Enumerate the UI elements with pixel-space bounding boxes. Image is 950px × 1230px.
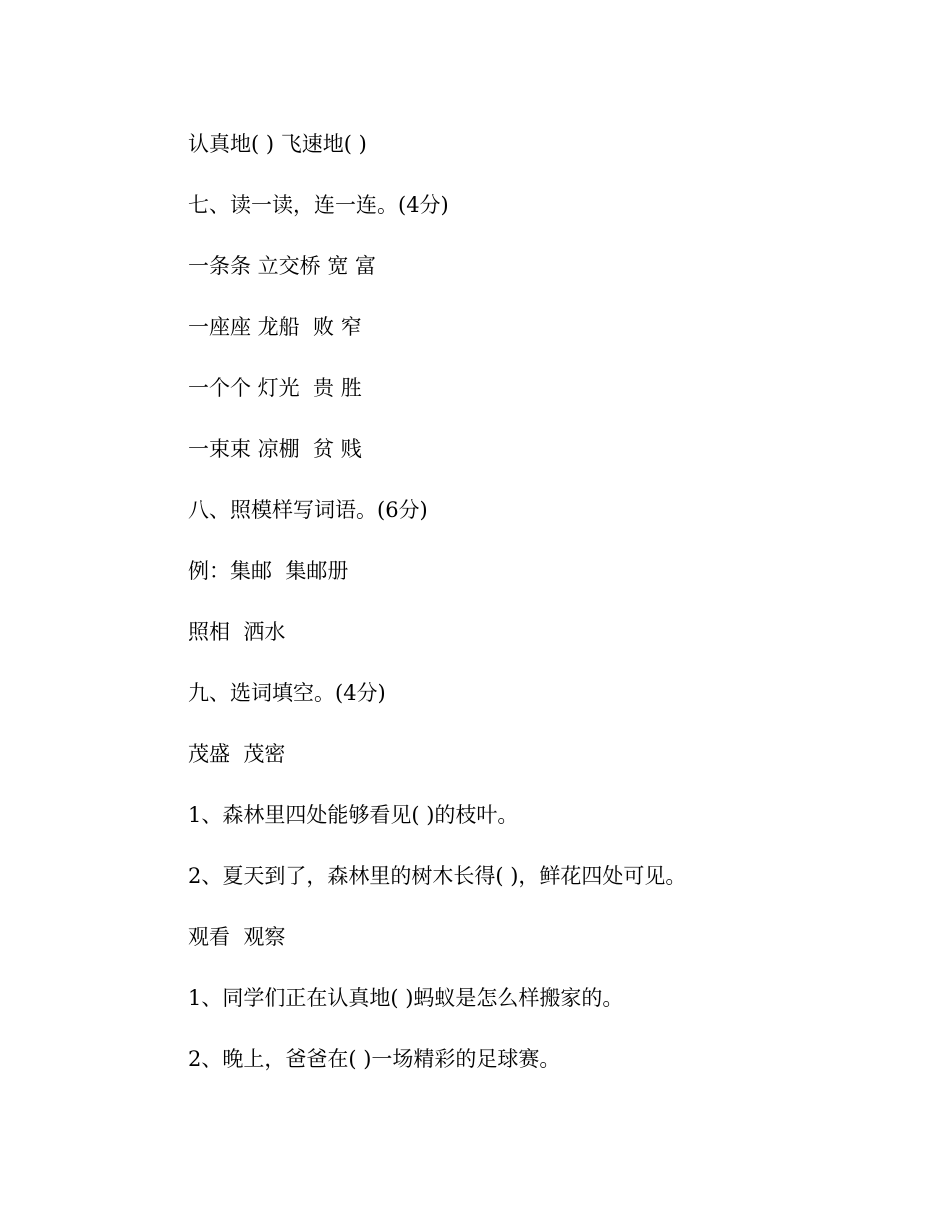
section-7-heading: 七、读一读，连一连。(4分)	[188, 193, 449, 217]
document-body	[188, 128, 888, 1104]
matching-row-1: 一条条 立交桥 宽 富	[188, 254, 377, 278]
matching-row-2: 一座座 龙船 败 窄	[188, 315, 362, 339]
section-8-heading: 八、照模样写词语。(6分)	[188, 498, 428, 522]
section-9-heading: 九、选词填空。(4分)	[188, 681, 386, 705]
fill-blank-4: 2、晚上，爸爸在( )一场精彩的足球赛。	[188, 1047, 561, 1071]
fill-blank-3: 1、同学们正在认真地( )蚂蚁是怎么样搬家的。	[188, 986, 624, 1010]
matching-row-3: 一个个 灯光 贵 胜	[188, 376, 362, 400]
matching-row-4: 一束束 凉棚 贫 贱	[188, 437, 362, 461]
word-choice-pair-2: 观看 观察	[188, 925, 286, 949]
text-line-adverbs: 认真地( ) 飞速地( )	[188, 132, 367, 156]
word-choice-pair-1: 茂盛 茂密	[188, 742, 286, 766]
example-line: 例：集邮 集邮册	[188, 559, 349, 583]
fill-blank-2: 2、夏天到了，森林里的树木长得( )，鲜花四处可见。	[188, 864, 687, 888]
fill-blank-1: 1、森林里四处能够看见( )的枝叶。	[188, 803, 519, 827]
word-prompt-line: 照相 洒水	[188, 620, 286, 644]
